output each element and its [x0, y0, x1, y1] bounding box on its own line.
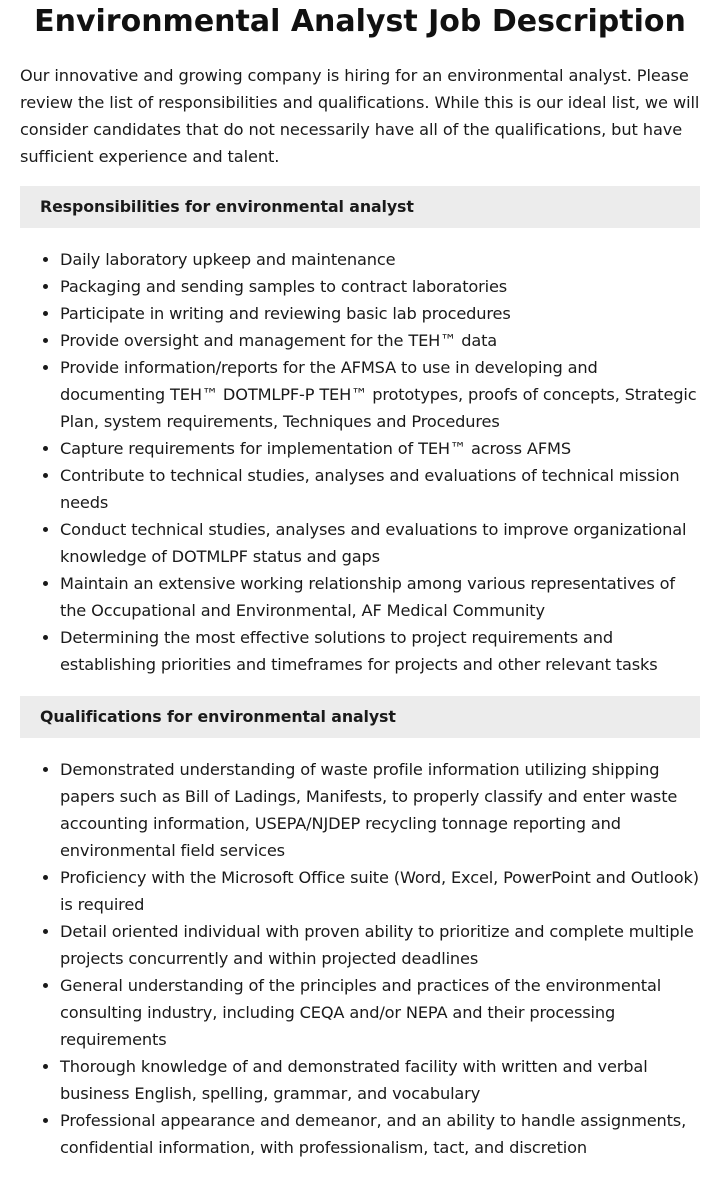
list-item: • Daily laboratory upkeep and maintenance	[60, 246, 700, 273]
list-item: • Participate in writing and reviewing basic lab procedures	[60, 300, 700, 327]
list-item: • Provide oversight and management for the TEH™ data	[60, 327, 700, 354]
list-item: • Proficiency with the Microsoft Office suite (Word, Excel, PowerPoint and Outlook) is required	[60, 864, 700, 918]
qualifications-heading: Qualifications for environmental analyst	[20, 696, 700, 738]
responsibilities-list	[20, 246, 700, 678]
qualifications-list	[20, 756, 700, 1161]
list-item: • Determining the most effective solutions to project requirements and establishing priorities and timeframes for projects and other relevant tasks	[60, 624, 700, 678]
list-item: • Provide information/reports for the AFMSA to use in developing and documenting TEH™ DOTMLPF-P TEH™ prototypes, proofs of concepts, Strategic Plan, system requirements, Techniques and Procedures	[60, 354, 700, 435]
list-item: • Detail oriented individual with proven ability to prioritize and complete multiple projects concurrently and within projected deadlines	[60, 918, 700, 972]
list-item: • General understanding of the principles and practices of the environmental consulting industry, including CEQA and/or NEPA and their processing requirements	[60, 972, 700, 1053]
list-item: • Conduct technical studies, analyses and evaluations to improve organizational knowledge of DOTMLPF status and gaps	[60, 516, 700, 570]
intro-paragraph: Our innovative and growing company is hiring for an environmental analyst. Please review the list of responsibilities and qualifications. While this is our ideal list, we will consider candidates that do not necessarily have all of the qualifications, but have sufficient experience and talent.	[20, 66, 700, 166]
list-item: • Demonstrated understanding of waste profile information utilizing shipping papers such as Bill of Ladings, Manifests, to properly classify and enter waste accounting information, USEPA/NJDEP recycling tonnage reporting and environmental field services	[60, 756, 700, 864]
responsibilities-heading: Responsibilities for environmental analyst	[20, 186, 700, 228]
list-item: • Professional appearance and demeanor, and an ability to handle assignments, confidential information, with professionalism, tact, and discretion	[60, 1107, 700, 1161]
page-title: Environmental Analyst Job Description	[34, 4, 686, 39]
list-item: • Packaging and sending samples to contract laboratories	[60, 273, 700, 300]
list-item: • Contribute to technical studies, analyses and evaluations of technical mission needs	[60, 462, 700, 516]
list-item: • Maintain an extensive working relationship among various representatives of the Occupational and Environmental, AF Medical Community	[60, 570, 700, 624]
list-item: • Thorough knowledge of and demonstrated facility with written and verbal business English, spelling, grammar, and vocabulary	[60, 1053, 700, 1107]
list-item: • Capture requirements for implementation of TEH™ across AFMS	[60, 435, 700, 462]
